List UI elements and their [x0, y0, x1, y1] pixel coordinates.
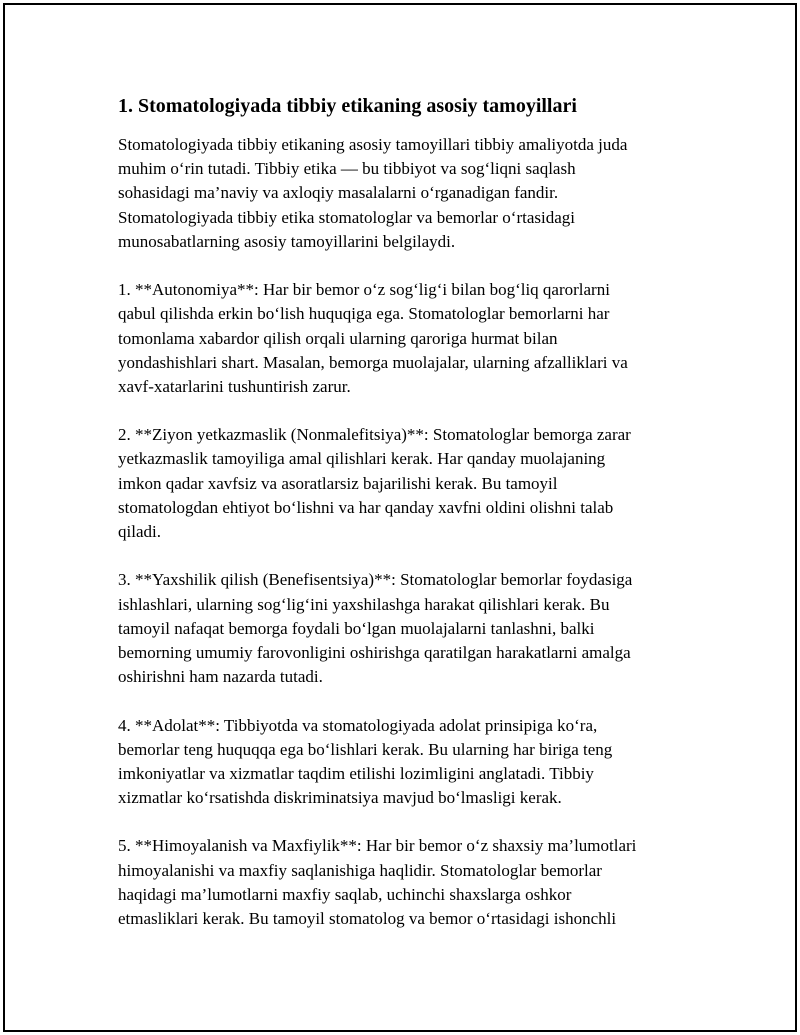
text-line: 3. **Yaxshilik qilish (Benefisentsiya)**: Stomatologlar bemorlar foydasiga — [118, 570, 633, 590]
text-line: muhim o‘rin tutadi. Tibbiy etika — bu tibbiyot va sog‘liqni saqlash — [118, 159, 576, 179]
text-line: stomatologdan ehtiyot bo‘lishni va har qanday xavfni oldini olishni talab — [118, 497, 614, 517]
paragraph-principle-confidentiality — [118, 834, 636, 931]
text-line: 1. **Autonomiya**: Har bir bemor o‘z sog‘lig‘i bilan bog‘liq qarorlarni — [118, 280, 610, 300]
text-line: bemorlar teng huquqqa ega bo‘lishlari kerak. Bu ularning har biriga teng — [118, 739, 613, 759]
paragraph-principle-justice — [118, 714, 636, 811]
text-line: xizmatlar ko‘rsatishda diskriminatsiya mavjud bo‘lmasligi kerak. — [118, 788, 562, 808]
text-line: etmasliklari kerak. Bu tamoyil stomatolog va bemor o‘rtasidagi ishonchli — [118, 909, 617, 928]
text-line: yondashishlari shart. Masalan, bemorga muolajalar, ularning afzalliklari va — [118, 352, 628, 372]
text-line: imkon qadar xavfsiz va asoratlarsiz bajarilishi kerak. Bu tamoyil — [118, 473, 558, 493]
text-line: haqidagi ma’lumotlarni maxfiy saqlab, uchinchi shaxslarga oshkor — [118, 884, 572, 904]
paragraph-principle-autonomy — [118, 278, 636, 399]
text-line: imkoniyatlar va xizmatlar taqdim etilishi lozimligini anglatadi. Tibbiy — [118, 763, 594, 783]
text-line: Stomatologiyada tibbiy etika stomatologlar va bemorlar o‘rtasidagi — [118, 207, 575, 227]
text-line: qiladi. — [118, 522, 161, 541]
text-line: munosabatlarning asosiy tamoyillarini belgilaydi. — [118, 231, 456, 251]
page-title: 1. Stomatologiyada tibbiy etikaning asosiy tamoyillari — [118, 95, 577, 117]
text-line: qabul qilishda erkin bo‘lish huquqiga ega. Stomatologlar bemorlarni har — [118, 304, 610, 324]
text-line: himoyalanishi va maxfiy saqlanishiga haqlidir. Stomatologlar bemorlar — [118, 860, 602, 880]
paragraph-principle-beneficence — [118, 568, 636, 689]
text-line: Stomatologiyada tibbiy etikaning asosiy tamoyillari tibbiy amaliyotda juda — [118, 135, 628, 154]
text-line: sohasidagi ma’naviy va axloqiy masalalarni o‘rganadigan fandir. — [118, 183, 559, 203]
text-line: yetkazmaslik tamoyiliga amal qilishlari kerak. Har qanday muolajaning — [118, 449, 606, 469]
text-line: 4. **Adolat**: Tibbiyotda va stomatologiyada adolat prinsipiga ko‘ra, — [118, 715, 598, 735]
text-line: 5. **Himoyalanish va Maxfiylik**: Har bir bemor o‘z shaxsiy ma’lumotlari — [118, 836, 637, 856]
text-line: ishlashlari, ularning sog‘lig‘ini yaxshilashga harakat qilishlari kerak. Bu — [118, 594, 610, 614]
text-line: xavf-xatarlarini tushuntirish zarur. — [118, 376, 351, 396]
text-line: tamoyil nafaqat bemorga foydali bo‘lgan muolajalarni tanlashni, balki — [118, 618, 595, 638]
text-line: tomonlama xabardor qilish orqali ularning qaroriga hurmat bilan — [118, 328, 558, 348]
text-line: 2. **Ziyon yetkazmaslik (Nonmalefitsiya)**: Stomatologlar bemorga zarar — [118, 425, 631, 445]
text-line: bemorning umumiy farovonligini oshirishga qaratilgan harakatlarni amalga — [118, 642, 631, 662]
document-body — [118, 133, 636, 955]
paragraph-intro — [118, 133, 636, 254]
paragraph-principle-nonmaleficence — [118, 423, 636, 544]
text-line: oshirishni ham nazarda tutadi. — [118, 667, 323, 687]
